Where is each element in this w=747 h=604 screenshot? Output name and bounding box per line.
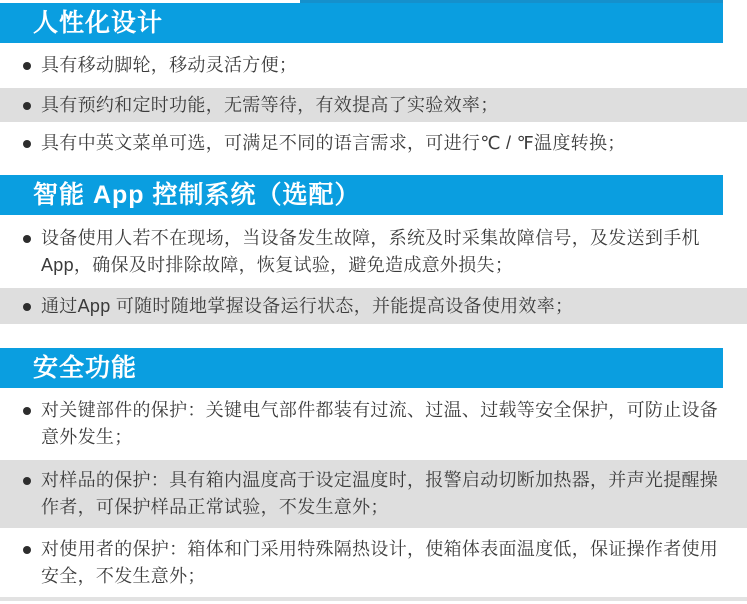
feature-sheet: [0, 3, 747, 604]
feature-text: 通过App 可随时随地掌握设备运行状态，并能提高设备使用效率；: [41, 295, 574, 316]
feature-text: 设备使用人若不在现场，当设备发生故障，系统及时采集故障信号，及发送到手机 App，确保及时排除故障，恢复试验，避免造成意外损失；: [41, 227, 700, 275]
bullet-icon: [23, 62, 31, 70]
feature-item: [0, 122, 747, 164]
feature-text: 对关键部件的保护：关键电气部件都装有过流、过温、过载等安全保护，可防止设备意外发生；: [41, 400, 719, 447]
feature-item: [0, 88, 747, 122]
feature-text: 对使用者的保护：箱体和门采用特殊隔热设计，使箱体表面温度低，保证操作者使用安全，不发生意外；: [41, 538, 719, 586]
feature-text: 具有预约和定时功能，无需等待，有效提高了实验效率；: [41, 94, 499, 115]
bullet-icon: [23, 303, 31, 311]
feature-item: [0, 388, 747, 460]
section-title: 安全功能: [33, 353, 138, 382]
bullet-icon: [23, 235, 31, 243]
next-row-partial-strip: [0, 597, 747, 601]
feature-item: [0, 460, 747, 528]
bullet-icon: [23, 477, 31, 485]
feature-item: [0, 43, 747, 88]
section-smart-app-control: [0, 175, 747, 324]
section-safety-features: [0, 348, 747, 597]
feature-item: [0, 288, 747, 324]
section-title: 人性化设计: [33, 8, 164, 37]
feature-item: [0, 215, 747, 288]
feature-item: [0, 528, 747, 597]
feature-text: 对样品的保护：具有箱内温度高于设定温度时，报警启动切断加热器，并声光提醒操作者，可保护样品正常试验，不发生意外；: [41, 470, 719, 517]
header-top-edge: [300, 0, 723, 3]
feature-text: 具有移动脚轮，移动灵活方便；: [41, 55, 298, 75]
bullet-icon: [23, 546, 31, 554]
section-header-safety-features: [0, 348, 723, 388]
bullet-icon: [23, 407, 31, 415]
section-humanized-design: [0, 3, 747, 164]
section-header-humanized-design: [0, 3, 723, 43]
bullet-icon: [23, 140, 31, 148]
section-title: 智能 App 控制系统（选配）: [33, 180, 361, 209]
section-header-smart-app-control: [0, 175, 723, 215]
bullet-icon: [23, 102, 31, 110]
feature-text: 具有中英文菜单可选，可满足不同的语言需求，可进行℃ / ℉温度转换；: [41, 132, 626, 153]
